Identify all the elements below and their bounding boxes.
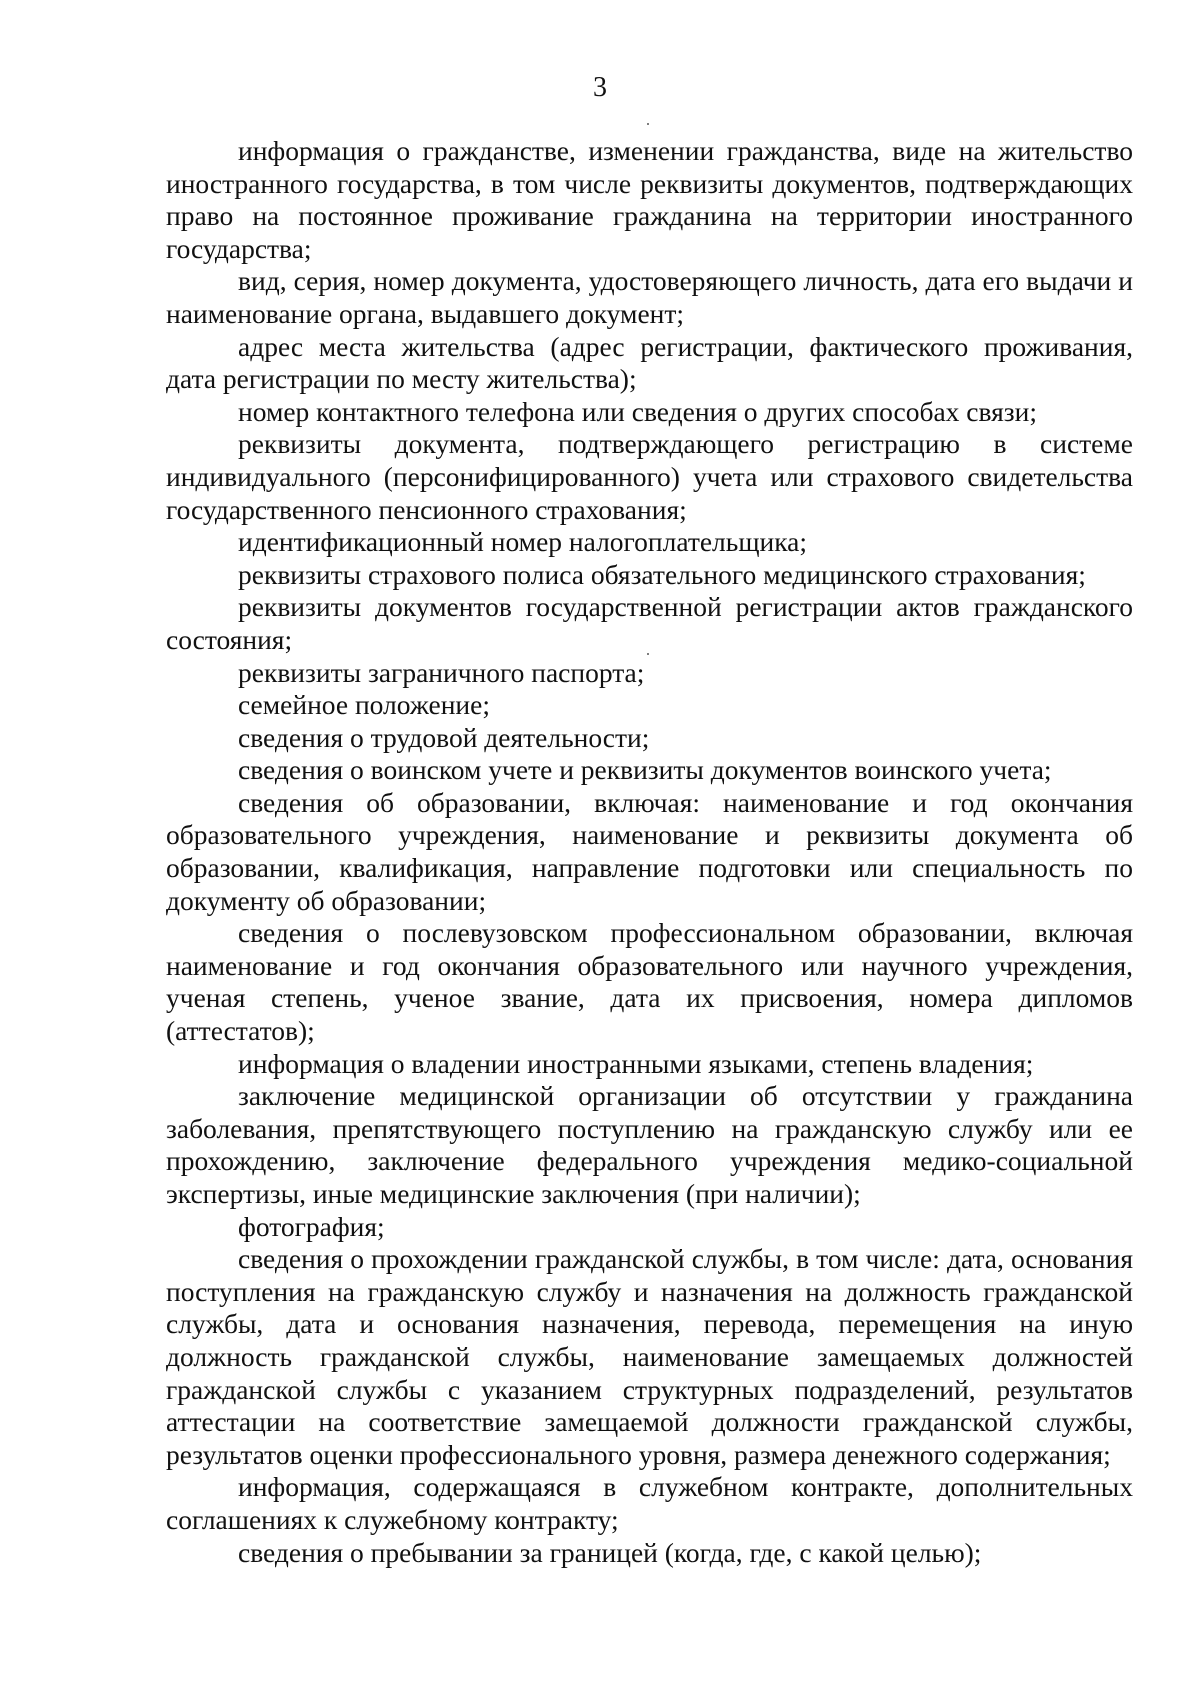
paragraph-citizenship: информация о гражданстве, изменении гражданства, виде на жительство иностранного государства, в том числе реквизиты документов, подтверждающих право на постоянное проживание гражданина на территории иностранного государства; (166, 135, 1133, 264)
paragraph-civil-status-acts: реквизиты документов государственной регистрации актов гражданского состояния; (166, 591, 1133, 655)
paragraph-education: сведения об образовании, включая: наименование и год окончания образовательного учреждения, наименование и реквизиты документа об образовании, квалификация, направление подготовки или специальность по документу об образовании; (166, 786, 1133, 916)
paragraph-marital-status: семейное положение; (238, 689, 490, 721)
paragraph-identity-document: вид, серия, номер документа, удостоверяющего личность, дата его выдачи и наименование органа, выдавшего документ; (166, 265, 1133, 329)
paragraph-medical-insurance: реквизиты страхового полиса обязательного медицинского страхования; (238, 558, 1086, 590)
paragraph-medical-conclusion: заключение медицинской организации об отсутствии у гражданина заболевания, препятствующего поступлению на гражданскую службу или ее прохождению, заключение федерального учреждения медико-социальной экспертизы, иные медицинские заключения (при наличии); (166, 1080, 1133, 1209)
paragraph-service-contract: информация, содержащаяся в служебном контракте, дополнительных соглашениях к служебному контракту; (166, 1471, 1133, 1535)
page-number: 3 (593, 72, 607, 103)
paragraph-employment: сведения о трудовой деятельности; (238, 721, 650, 753)
scan-speck (647, 123, 649, 125)
paragraph-taxpayer-number: идентификационный номер налогоплательщика; (238, 526, 808, 558)
paragraph-photograph: фотография; (238, 1210, 385, 1242)
paragraph-foreign-passport: реквизиты заграничного паспорта; (238, 656, 645, 688)
paragraph-postgraduate-education: сведения о послевузовском профессиональном образовании, включая наименование и год окончания образовательного или научного учреждения, ученая степень, ученое звание, дата их присвоения, номера дипломов (аттестатов); (166, 917, 1133, 1047)
paragraph-civil-service-record: сведения о прохождении гражданской службы, в том числе: дата, основания поступления на гражданскую службу и назначения на должность гражданской службы, дата и основания назначения, перевода, перемещения на иную должность гражданской службы, наименование замещаемых должностей гражданской службы с указанием структурных подразделений, результатов аттестации на соответствие замещаемой должности гражданской службы, результатов оценки профессионального уровня, размера денежного содержания; (166, 1243, 1133, 1470)
paragraph-military-registration: сведения о воинском учете и реквизиты документов воинского учета; (238, 754, 1052, 786)
paragraph-pension-registration: реквизиты документа, подтверждающего регистрацию в системе индивидуального (персонифицированного) учета или страхового свидетельства государственного пенсионного страхования; (166, 428, 1133, 525)
document-body (166, 135, 1133, 1569)
paragraph-foreign-languages: информация о владении иностранными языками, степень владения; (238, 1047, 1034, 1079)
paragraph-stay-abroad: сведения о пребывании за границей (когда, где, с какой целью); (238, 1536, 982, 1568)
paragraph-residence-address: адрес места жительства (адрес регистрации, фактического проживания, дата регистрации по месту жительства); (166, 330, 1133, 395)
paragraph-contact-phone: номер контактного телефона или сведения о других способах связи; (238, 395, 1037, 427)
